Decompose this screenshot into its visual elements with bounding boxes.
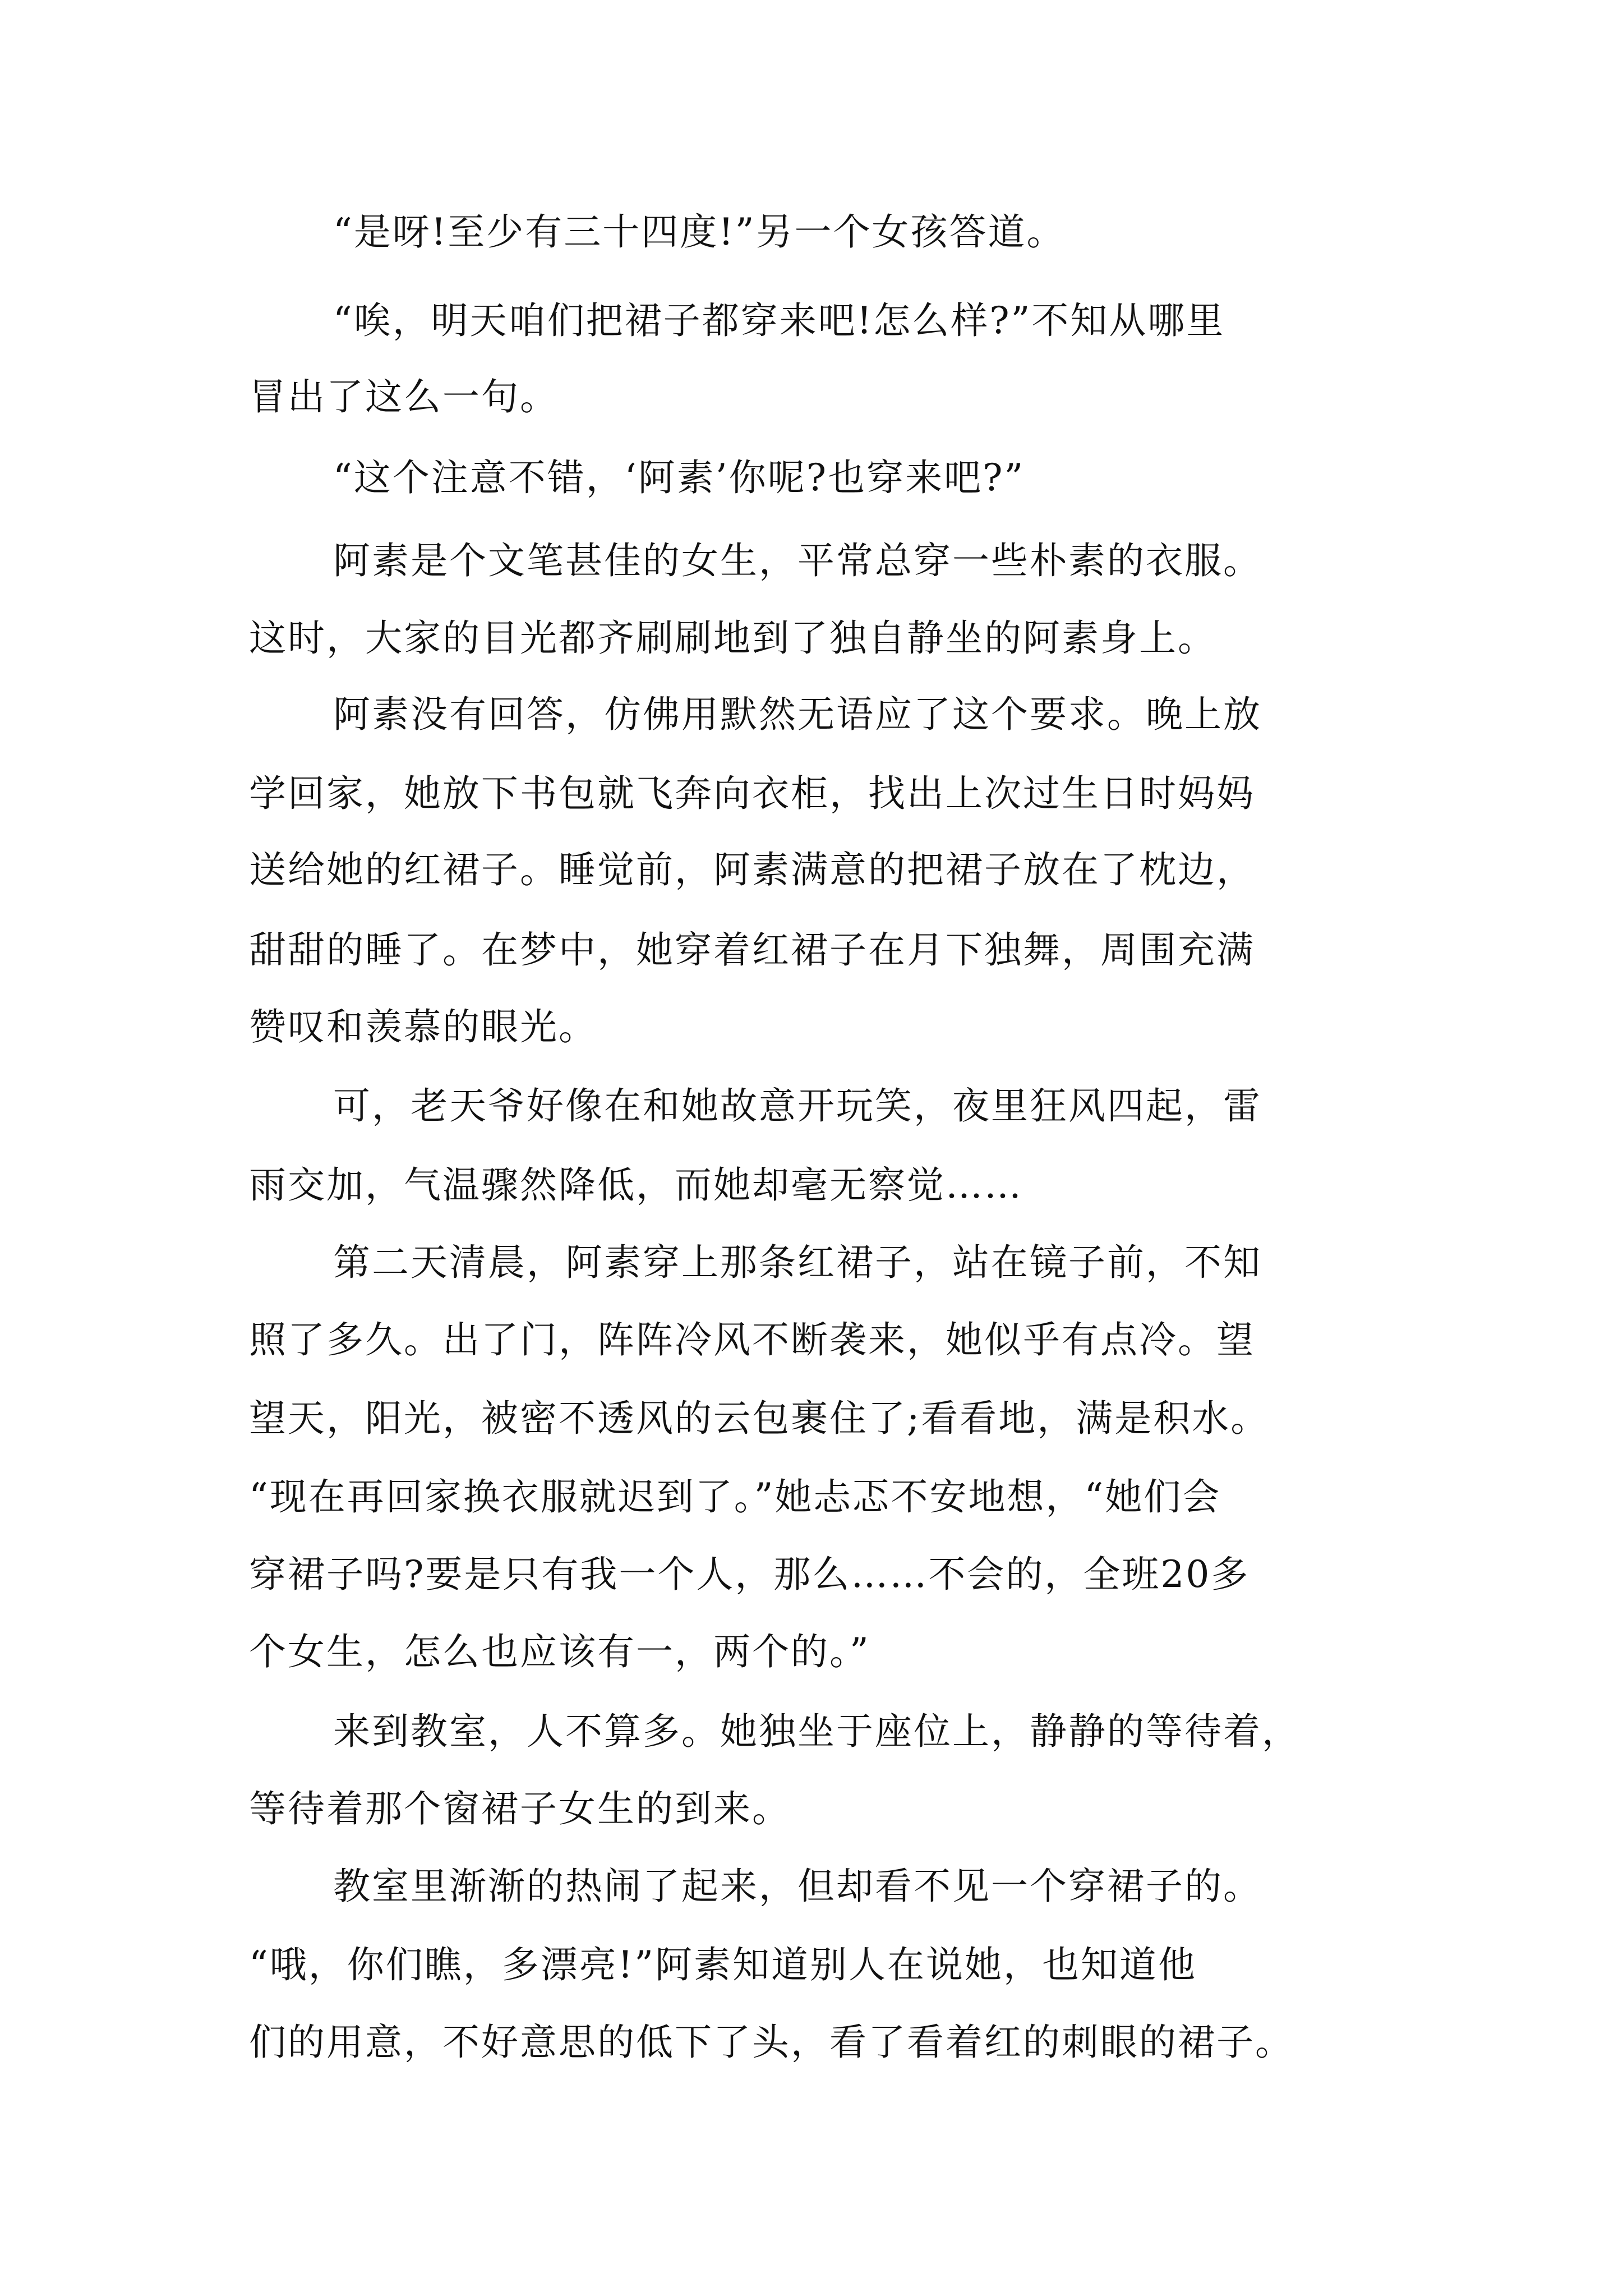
text-line: 穿裙子吗?要是只有我一个人，那么……不会的，全班20多 (249, 1553, 1250, 1596)
text-line: “哦，你们瞧，多漂亮!”阿素知道别人在说她，也知道他 (249, 1943, 1197, 1986)
text-line: 教室里渐渐的热闹了起来，但却看不见一个穿裙子的。 (333, 1865, 1262, 1908)
text-line: 阿素是个文笔甚佳的女生，平常总穿一些朴素的衣服。 (333, 539, 1262, 582)
text-line: 来到教室，人不算多。她独坐于座位上，静静的等待着， (333, 1710, 1301, 1753)
text-line: 甜甜的睡了。在梦中，她穿着红裙子在月下独舞，周围充满 (249, 928, 1255, 972)
text-line: “是呀!至少有三十四度!”另一个女孩答道。 (333, 210, 1066, 254)
text-line: 可，老天爷好像在和她故意开玩笑，夜里狂风四起，雷 (333, 1084, 1262, 1128)
text-line: 冒出了这么一句。 (249, 375, 559, 418)
text-line: 学回家，她放下书包就飞奔向衣柜，找出上次过生日时妈妈 (249, 772, 1255, 815)
text-line: 送给她的红裙子。睡觉前，阿素满意的把裙子放在了枕边， (249, 848, 1255, 891)
text-line: 个女生，怎么也应该有一，两个的。” (249, 1630, 870, 1673)
text-line: “现在再回家换衣服就迟到了。”她忐忑不安地想，“她们会 (249, 1475, 1221, 1519)
text-line: 这时，大家的目光都齐刷刷地到了独自静坐的阿素身上。 (249, 616, 1216, 660)
text-line: 们的用意，不好意思的低下了头，看了看着红的刺眼的裙子。 (249, 2021, 1294, 2064)
text-line: “唉，明天咱们把裙子都穿来吧!怎么样?”不知从哪里 (333, 299, 1225, 342)
text-line: 赞叹和羡慕的眼光。 (249, 1005, 597, 1048)
text-line: “这个注意不错，‘阿素’你呢?也穿来吧?” (333, 456, 1025, 499)
text-line: 照了多久。出了门，阵阵冷风不断袭来，她似乎有点冷。望 (249, 1318, 1255, 1361)
text-line: 等待着那个窗裙子女生的到来。 (249, 1787, 791, 1830)
text-line: 第二天清晨，阿素穿上那条红裙子，站在镜子前，不知 (333, 1241, 1262, 1284)
text-line: 望天，阳光，被密不透风的云包裹住了;看看地，满是积水。 (249, 1397, 1270, 1440)
text-line: 雨交加，气温骤然降低，而她却毫无察觉…… (249, 1163, 1023, 1207)
text-line: 阿素没有回答，仿佛用默然无语应了这个要求。晚上放 (333, 693, 1262, 736)
